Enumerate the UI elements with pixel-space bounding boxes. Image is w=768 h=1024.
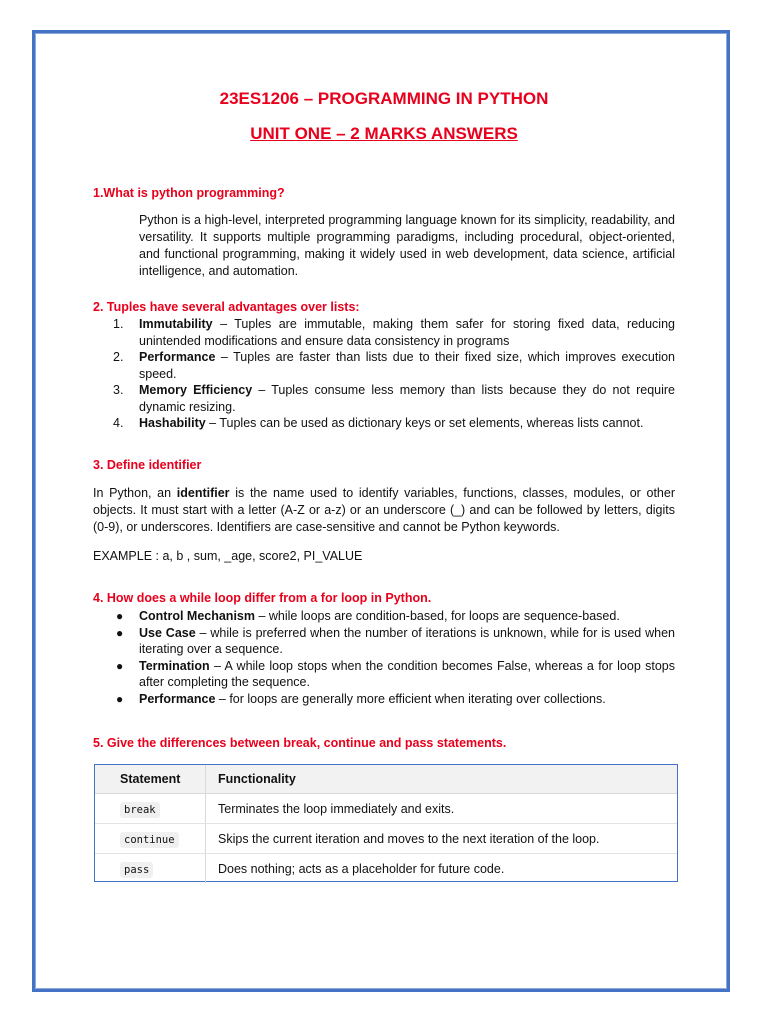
functionality-cell: Terminates the loop immediately and exits. [206, 794, 678, 824]
bullet-icon: ● [116, 658, 124, 673]
unit-title: UNIT ONE – 2 MARKS ANSWERS [250, 124, 518, 143]
functionality-cell: Does nothing; acts as a placeholder for future code. [206, 854, 678, 884]
course-title: 23ES1206 – PROGRAMMING IN PYTHON [219, 89, 549, 108]
table-row [95, 854, 677, 884]
list-item: 4. Hashability – Tuples can be used as dictionary keys or set elements, whereas lists cannot. [113, 416, 644, 430]
column-header: Statement [95, 765, 206, 794]
table-header-row [95, 765, 677, 794]
list-item: 2. Performance – Tuples are faster than lists due to their fixed size, which improves execution speed. [113, 350, 675, 381]
question-5: 5. Give the differences between break, continue and pass statements. [93, 736, 507, 750]
table-row [95, 824, 677, 854]
question-3: 3. Define identifier [93, 458, 202, 472]
bullet-icon: ● [116, 691, 124, 706]
statement-cell: continue [95, 824, 206, 854]
loop-differences-list [113, 608, 675, 707]
bullet-icon: ● [116, 625, 124, 640]
question-2: 2. Tuples have several advantages over lists: [93, 300, 360, 314]
identifier-example: EXAMPLE : a, b , sum, _age, score2, PI_VALUE [93, 549, 363, 563]
statement-cell: pass [95, 854, 206, 884]
answer-1: Python is a high-level, interpreted programming language known for its simplicity, readability, and versatility. It supports multiple programming paradigms, including procedural, object-oriented, and functional programming, making it widely used in web development, data science, artificial intelligence, and automation. [139, 213, 675, 278]
bullet-icon: ● [116, 609, 124, 623]
list-item: ● Use Case – while is preferred when the number of iterations is unknown, while for is used when iterating over a sequence. [116, 625, 675, 656]
question-1: 1.What is python programming? [93, 186, 285, 200]
statement-cell: break [95, 794, 206, 824]
list-item: ● Termination – A while loop stops when the condition becomes False, whereas a for loop stops after completing the sequence. [116, 658, 675, 689]
list-item: 1. Immutability – Tuples are immutable, making them safer for storing fixed data, reducing unintended modifications and ensure data consistency in programs [113, 317, 675, 348]
list-item: ● Control Mechanism – while loops are condition-based, for loops are sequence-based. [116, 609, 620, 623]
list-item: 3. Memory Efficiency – Tuples consume less memory than lists because they do not require dynamic resizing. [113, 383, 675, 414]
tuple-advantages-list [113, 316, 675, 432]
statements-table [94, 764, 678, 882]
functionality-cell: Skips the current iteration and moves to the next iteration of the loop. [206, 824, 678, 854]
table-row [95, 794, 677, 824]
column-header: Functionality [206, 765, 678, 794]
list-item: ● Performance – for loops are generally more efficient when iterating over collections. [116, 691, 606, 706]
question-4: 4. How does a while loop differ from a for loop in Python. [93, 591, 432, 605]
answer-3: In Python, an identifier is the name used to identify variables, functions, classes, modules, or other objects. It must start with a letter (A-Z or a-z) or an underscore (_) and can be followed by letters, digits (0-9), or underscores. Identifiers are case-sensitive and cannot be Python keywords. [93, 486, 676, 534]
